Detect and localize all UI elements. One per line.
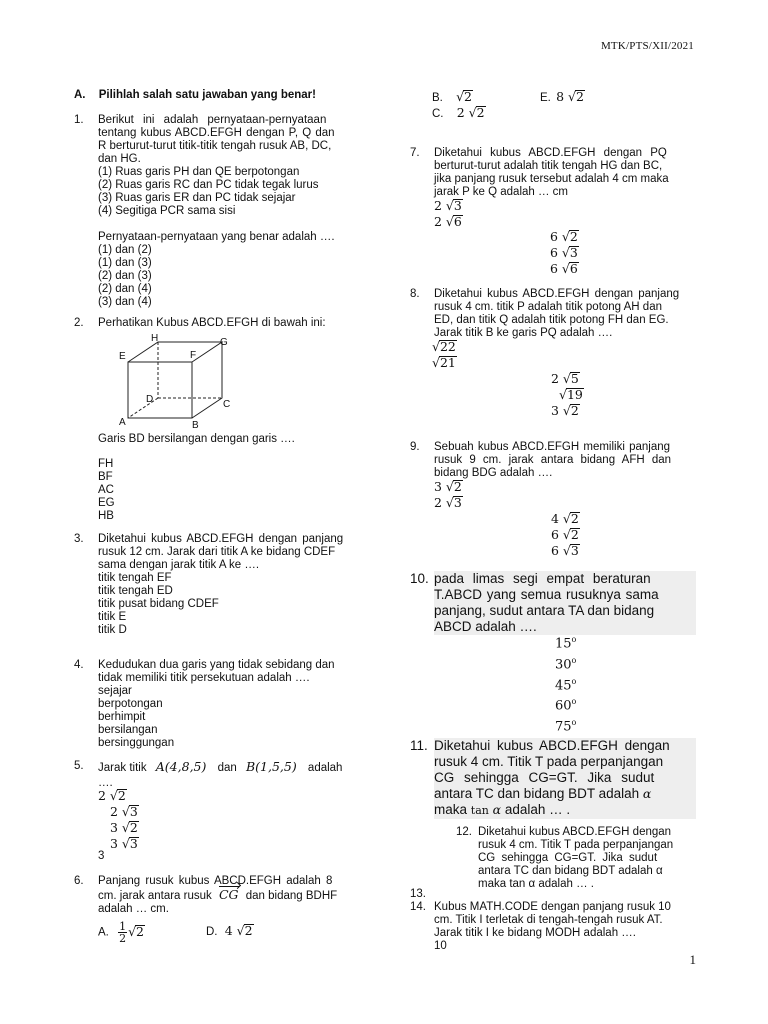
question-text-line: Sebuah kubus ABCD.EFGH memiliki panjang [434, 441, 671, 453]
answer-option[interactable]: bersinggungan [98, 737, 175, 749]
answer-option[interactable]: (1) dan (2) [98, 244, 152, 256]
question-text-line: panjang, sudut antara TA dan bidang [434, 603, 655, 618]
question-text-line: CG sehingga CG=GT. Jika sudut [434, 770, 655, 785]
question-text-line: rusuk 4 cm. Titik T pada perpanjangan [434, 754, 664, 769]
question-text-line: rusuk 4 cm. titik P adalah titik potong AH dan [434, 301, 662, 313]
answer-option[interactable]: 4 √2 [551, 511, 579, 526]
question-text-line: rusuk 12 cm. Jarak dari titik A ke bidang CDEF [98, 546, 336, 558]
cube-label-d: D [146, 394, 154, 405]
question-number: 14. [410, 901, 426, 913]
question-text-line: T.ABCD yang semua rusuknya sama [434, 587, 659, 602]
question-5-options [98, 788, 139, 852]
question-text-line: Diketahui kubus ABCD.EFGH dengan [478, 826, 672, 838]
question-number: 2. [74, 317, 84, 329]
page-number: 1 [689, 952, 696, 967]
question-text: dan [217, 762, 237, 774]
cube-label-g: G [220, 337, 228, 348]
question-text: dan bidang BDHF [245, 890, 338, 902]
point-a: A(4,8,5) [155, 759, 207, 774]
answer-option[interactable]: 60$^o$ [555, 697, 577, 714]
question-10-options [555, 632, 576, 736]
answer-option[interactable]: 3 √3 [110, 836, 138, 851]
question-text: adalah … . [504, 802, 571, 817]
question-8-options-left [432, 339, 457, 371]
answer-option[interactable]: 3 √2 [551, 403, 579, 418]
answer-option[interactable]: 2 √6 [434, 214, 462, 229]
question-text-line: Diketahui kubus ABCD.EFGH dengan panjang [98, 533, 344, 545]
question-text-line: Panjang rusuk kubus ABCD.EFGH adalah 8 [98, 875, 333, 887]
answer-option[interactable]: AC [98, 484, 114, 496]
answer-option[interactable]: berhimpit [98, 711, 146, 723]
question-text-line: jarak P ke Q adalah … cm [434, 186, 569, 198]
question-2-body [98, 433, 363, 523]
answer-option[interactable]: BF [98, 471, 113, 483]
question-text-line: Kubus MATH.CODE dengan panjang rusuk 10 [434, 901, 671, 913]
question-number: 4. [74, 659, 84, 671]
cube-label-b: B [192, 420, 199, 431]
answer-option[interactable]: titik pusat bidang CDEF [98, 598, 219, 610]
question-number: 1. [74, 114, 84, 126]
question-text: maka [434, 802, 468, 817]
question-prompt: Garis BD bersilangan dengan garis …. [98, 433, 295, 445]
question-7-options-center [550, 229, 579, 277]
cube-label-f: F [190, 350, 197, 361]
question-text-line: Diketahui kubus ABCD.EFGH dengan panjang [434, 288, 680, 300]
question-prompt: Pernyataan-pernyataan yang benar adalah …. [98, 231, 335, 243]
answer-option[interactable]: 6 √2 [550, 229, 578, 244]
question-text-line: bidang BDG adalah …. [434, 467, 553, 479]
tan-function: tan [470, 804, 489, 817]
question-13 [410, 888, 426, 901]
answer-option[interactable]: 6 √3 [551, 543, 579, 558]
answer-option[interactable]: 6 √2 [551, 527, 579, 542]
cube-label-a: A [119, 417, 126, 428]
answer-option[interactable]: EG [98, 497, 115, 509]
question-number: 8. [410, 288, 420, 300]
section-title [74, 89, 316, 102]
answer-option[interactable]: titik E [98, 611, 127, 623]
alpha-symbol: α [492, 802, 502, 817]
section-label: A. [74, 89, 86, 101]
question-text-line: Jarak titik I ke bidang MODH adalah …. [434, 927, 636, 939]
question-text-line: ABCD adalah …. [434, 619, 537, 634]
question-9-options-center [551, 511, 580, 559]
question-text-line: Kedudukan dua garis yang tidak sebidang dan [98, 659, 335, 671]
question-text-line: Diketahui kubus ABCD.EFGH dengan PQ [434, 147, 667, 159]
question-text-line: maka tan α adalah … . [478, 878, 594, 890]
question-text-line: CG sehingga CG=GT. Jika sudut [478, 852, 658, 864]
question-text-line: cm. Titik I terletak di tengah-tengah rusuk AT. [434, 914, 663, 926]
question-text-line: jika panjang rusuk tersebut adalah 4 cm maka [434, 173, 669, 185]
cube-label-e: E [119, 351, 126, 362]
question-text-line: tidak memiliki titik persekutuan adalah …. [98, 672, 310, 684]
answer-option[interactable]: 2 √3 [434, 495, 462, 510]
question-text-line: Jarak titik B ke garis PQ adalah …. [434, 327, 613, 339]
question-text-line: Perhatikan Kubus ABCD.EFGH di bawah ini: [98, 317, 326, 329]
question-text-line: tentang kubus ABCD.EFGH dengan P, Q dan [98, 127, 335, 139]
question-number: 6. [74, 875, 84, 887]
cube-figure [110, 332, 240, 432]
question-text: Jarak titik [98, 762, 147, 774]
answer-option[interactable]: 3 [98, 850, 105, 862]
section-instruction: Pilihlah salah satu jawaban yang benar! [98, 89, 316, 101]
answer-option-a[interactable]: A. $\frac{1}{2}$ √2 [98, 920, 144, 945]
question-text-line: …. [98, 777, 113, 789]
question-7-options-left [434, 198, 463, 230]
answer-option[interactable]: (2) dan (3) [98, 270, 152, 282]
question-text: antara TC dan bidang BDT adalah [434, 786, 640, 801]
question-number: 12. [456, 826, 472, 838]
answer-option[interactable]: √21 [432, 355, 456, 370]
answer-option[interactable]: 15$^o$ [555, 635, 577, 652]
question-text-line: adalah … cm. [98, 903, 169, 915]
answer-option[interactable]: √22 [432, 339, 456, 354]
answer-option-c[interactable]: C. 2 √2 [432, 105, 485, 120]
question-text: cm. jarak antara rusuk [98, 890, 212, 902]
answer-option-d[interactable]: D. 4 √2 [206, 923, 253, 938]
question-text-line: ED, dan titik Q adalah titik potong FH dan EG. [434, 314, 669, 326]
statement-item: (2) Ruas garis RC dan PC tidak tegak lurus [98, 179, 319, 191]
answer-option[interactable]: 45$^o$ [555, 676, 577, 693]
answer-option[interactable]: titik tengah EF [98, 572, 172, 584]
question-text-line: R berturut-turut titik-titik tengah rusuk AB, DC, [98, 140, 332, 152]
answer-option[interactable]: (2) dan (4) [98, 283, 152, 295]
question-text-line: dan HG. [98, 153, 141, 165]
question-text-line: rusuk 9 cm. jarak antara bidang AFH dan [434, 454, 672, 466]
statement-item: (4) Segitiga PCR sama sisi [98, 205, 236, 217]
question-number: 5. [74, 760, 84, 772]
question-text-line: Diketahui kubus ABCD.EFGH dengan [434, 738, 670, 753]
answer-option[interactable]: 2 √2 [98, 788, 126, 803]
answer-option[interactable]: FH [98, 458, 114, 470]
answer-option[interactable]: 30$^o$ [555, 655, 577, 673]
question-text-line: antara TC dan bidang BDT adalah α [478, 865, 663, 877]
question-number: 9. [410, 441, 420, 453]
alpha-symbol: α [642, 786, 652, 801]
answer-option[interactable]: titik D [98, 624, 127, 636]
answer-option[interactable]: 3 √2 [434, 479, 462, 494]
question-number: 10. [410, 571, 429, 586]
answer-option[interactable]: (3) dan (4) [98, 296, 152, 308]
answer-option[interactable]: (1) dan (3) [98, 257, 152, 269]
question-text-line: sama dengan jarak titik A ke …. [98, 559, 260, 571]
question-9-options-left [434, 479, 463, 511]
question-number: 3. [74, 533, 84, 545]
document-code: MTK/PTS/XII/2021 [600, 40, 694, 52]
answer-option[interactable]: 6 √3 [550, 245, 578, 260]
question-text-line: berturut-turut adalah titik tengah HG dan BC, [434, 160, 663, 172]
answer-option-b[interactable]: B. √2 [432, 89, 472, 104]
answer-option[interactable]: 75$^o$ [555, 718, 577, 735]
question-8-options-center [551, 371, 584, 419]
answer-option[interactable]: bersilangan [98, 724, 158, 736]
vector-cg: CG [218, 887, 239, 902]
answer-option[interactable]: √19 [559, 387, 583, 402]
answer-option[interactable]: 3 √2 [110, 820, 138, 835]
answer-option[interactable]: HB [98, 510, 114, 522]
answer-option[interactable]: sejajar [98, 685, 132, 697]
statement-item: (3) Ruas garis ER dan PC tidak sejajar [98, 192, 296, 204]
answer-option[interactable]: 2 √3 [110, 804, 138, 819]
answer-option[interactable]: berpotongan [98, 698, 163, 710]
question-number: 11. [410, 738, 428, 753]
point-b: B(1,5,5) [245, 759, 297, 774]
question-number: 13. [410, 888, 426, 900]
cube-label-c: C [223, 399, 231, 410]
answer-option[interactable]: 2 √3 [434, 198, 462, 213]
question-text-line: pada limas segi empat beraturan [434, 571, 651, 586]
cube-label-h: H [151, 333, 159, 344]
question-text-line: rusuk 4 cm. Titik T pada perpanjangan [478, 839, 674, 851]
answer-option[interactable]: 10 [434, 940, 447, 952]
answer-option-e[interactable]: E. 8 √2 [540, 89, 584, 104]
answer-option[interactable]: 6 √6 [550, 261, 578, 276]
answer-option[interactable]: titik tengah ED [98, 585, 173, 597]
question-text: adalah [307, 762, 343, 774]
question-number: 7. [410, 147, 420, 159]
question-text-line: Berikut ini adalah pernyataan-pernyataan [98, 114, 327, 126]
answer-option[interactable]: 2 √5 [551, 371, 579, 386]
statement-item: (1) Ruas garis PH dan QE berpotongan [98, 166, 300, 178]
